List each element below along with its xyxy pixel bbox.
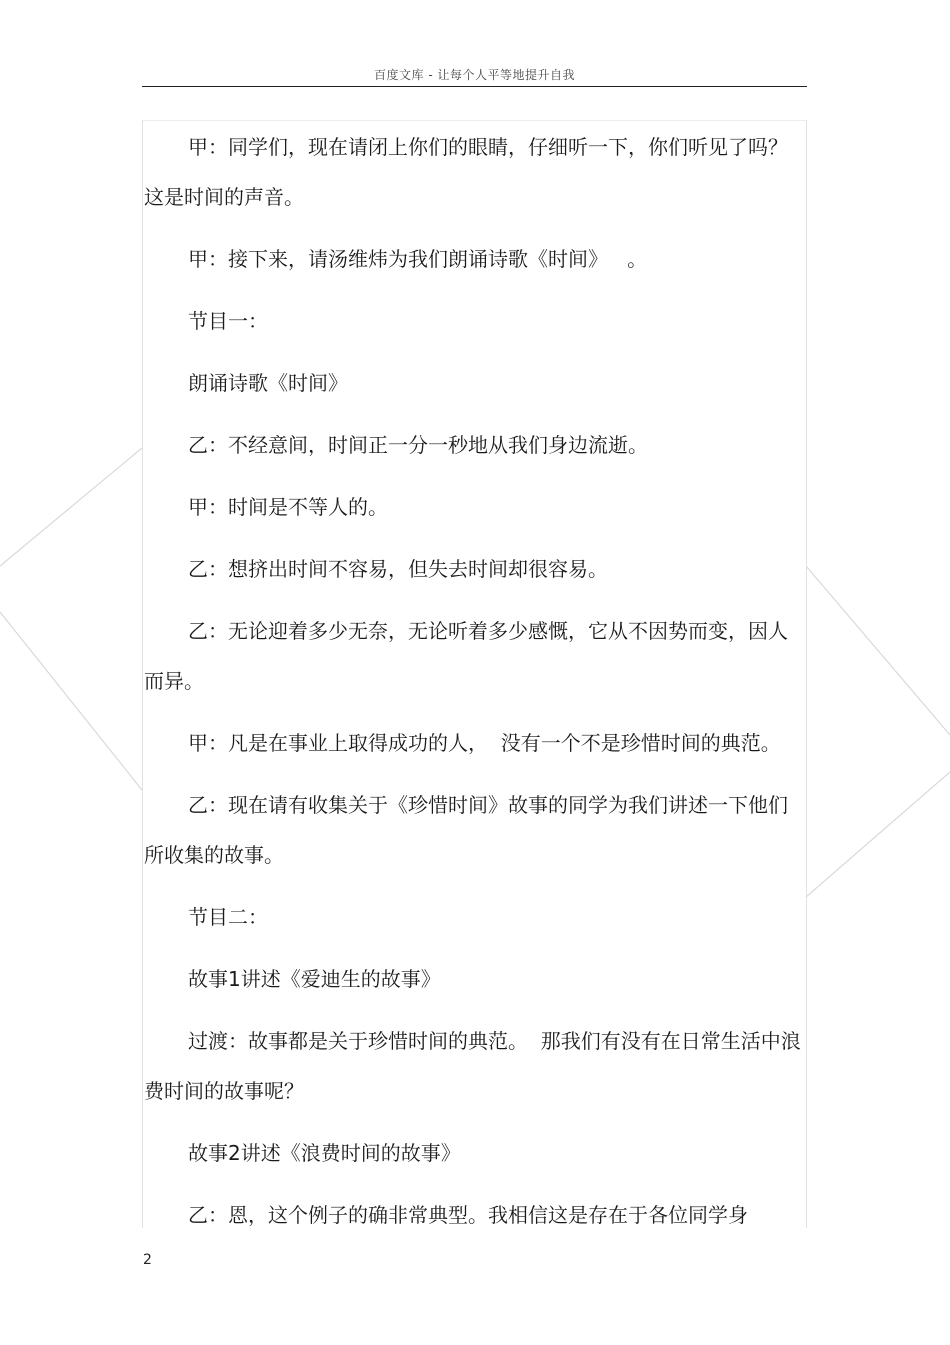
page-frame-top xyxy=(142,120,806,121)
paragraph: 乙：现在请有收集关于《珍惜时间》故事的同学为我们讲述一下他们所收集的故事。 xyxy=(144,793,788,867)
paragraph: 甲：时间是不等人的。 xyxy=(188,495,388,519)
paragraph: 故事1讲述《爱迪生的故事》 xyxy=(188,967,441,991)
paragraph: 故事2讲述《浪费时间的故事》 xyxy=(188,1141,461,1165)
page-frame-left xyxy=(142,120,143,1228)
paragraph: 甲：同学们，现在请闭上你们的眼睛，仔细听一下，你们听见了吗？这是时间的声音。 xyxy=(144,135,788,209)
paragraph: 乙：不经意间，时间正一分一秒地从我们身边流逝。 xyxy=(188,433,648,457)
paragraph: 甲：凡是在事业上取得成功的人， 没有一个不是珍惜时间的典范。 xyxy=(188,731,781,755)
document-header: 百度文库 - 让每个人平等地提升自我 xyxy=(374,68,575,82)
page-number: 2 xyxy=(143,1252,152,1268)
section-label: 节目二： xyxy=(188,905,268,929)
page-frame-right xyxy=(806,120,807,1228)
paragraph: 乙：恩，这个例子的确非常典型。我相信这是存在于各位同学身 xyxy=(188,1203,748,1227)
paragraph: 朗诵诗歌《时间》 xyxy=(188,371,348,395)
paragraph: 乙：想挤出时间不容易，但失去时间却很容易。 xyxy=(188,557,608,581)
document-body xyxy=(144,122,804,1252)
section-label: 节目一： xyxy=(188,309,268,333)
paragraph: 乙：无论迎着多少无奈，无论听着多少感慨，它从不因势而变，因人而异。 xyxy=(144,619,788,693)
paragraph: 过渡：故事都是关于珍惜时间的典范。 那我们有没有在日常生活中浪费时间的故事呢？ xyxy=(144,1029,801,1103)
paragraph: 甲：接下来，请汤维炜为我们朗诵诗歌《时间》 。 xyxy=(188,247,648,271)
header-divider xyxy=(142,86,807,87)
